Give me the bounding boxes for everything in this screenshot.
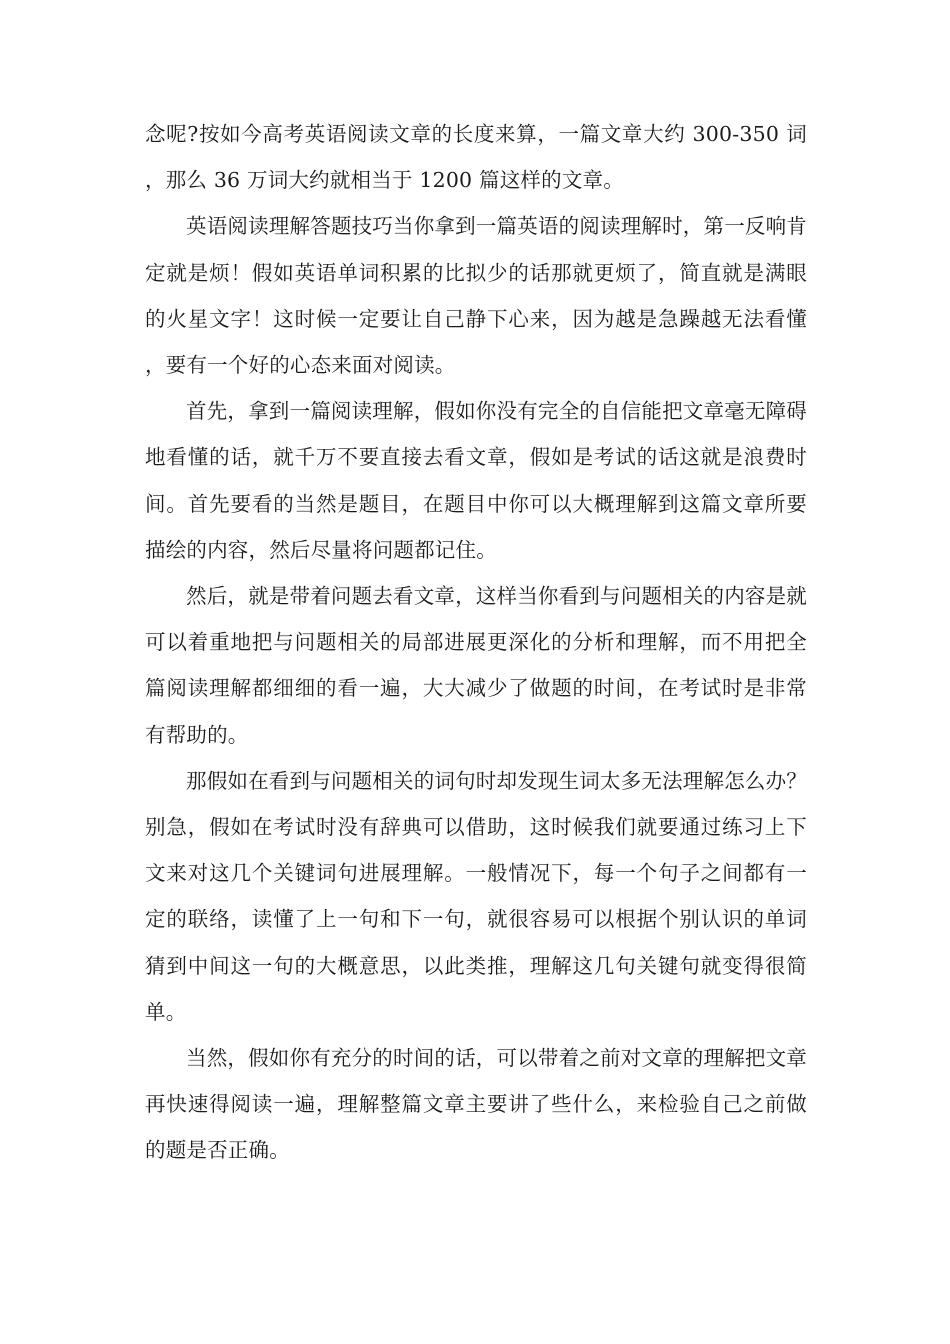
paragraph-first-step: 首先，拿到一篇阅读理解，假如你没有完全的自信能把文章毫无障碍地看懂的话，就千万不要直接去看文章，假如是考试的话这就是浪费时间。首先要看的当然是题目，在题目中你可以大概理解到这篇文章所要描绘的内容，然后尽量将问题都记住。 xyxy=(145,399,807,562)
document-body xyxy=(145,111,807,1174)
paragraph-vocabulary-tips: 那假如在看到与问题相关的词句时却发现生词太多无法理解怎么办？别急，假如在考试时没有辞典可以借助，这时候我们就要通过练习上下文来对这几个关键词句进展理解。一般情况下，每一个句子之间都有一定的联络，读懂了上一句和下一句，就很容易可以根据个别认识的单词猜到中间这一句的大概意思，以此类推，理解这几句关键句就变得很简单。 xyxy=(145,768,807,1024)
paragraph-second-step: 然后，就是带着问题去看文章，这样当你看到与问题相关的内容是就可以着重地把与问题相关的局部进展更深化的分析和理解，而不用把全篇阅读理解都细细的看一遍，大大减少了做题的时间，在考试时是非常有帮助的。 xyxy=(145,584,807,747)
paragraph-final-check: 当然，假如你有充分的时间的话，可以带着之前对文章的理解把文章再快速得阅读一遍，理解整篇文章主要讲了些什么，来检验自己之前做的题是否正确。 xyxy=(145,1046,807,1163)
paragraph-reading-tips-intro: 英语阅读理解答题技巧当你拿到一篇英语的阅读理解时，第一反响肯定就是烦！假如英语单词积累的比拟少的话那就更烦了，简直就是满眼的火星文字！这时候一定要让自己静下心来，因为越是急躁越无法看懂，要有一个好的心态来面对阅读。 xyxy=(145,214,807,378)
paragraph-continuation: 念呢?按如今高考英语阅读文章的长度来算，一篇文章大约 300-350 词，那么 36 万词大约就相当于 1200 篇这样的文章。 xyxy=(145,122,807,193)
